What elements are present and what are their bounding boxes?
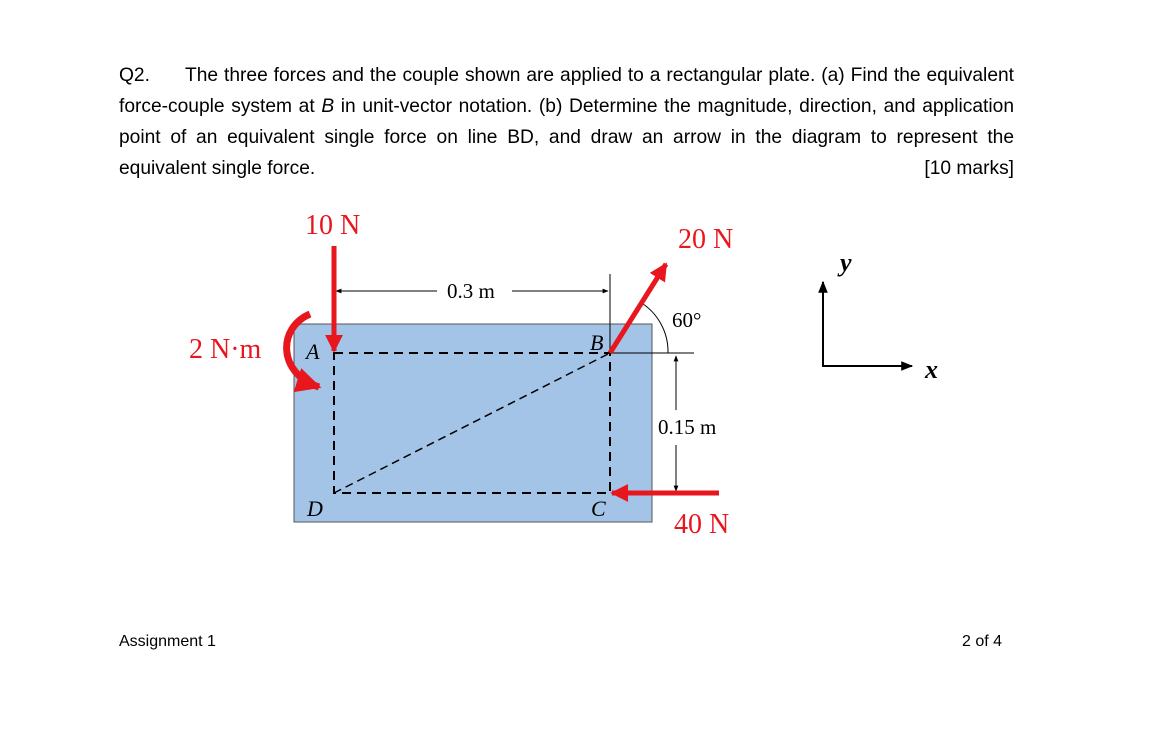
label-point-d: D xyxy=(307,496,323,521)
footer-assignment: Assignment 1 xyxy=(119,633,216,650)
footer-page-number: 2 of 4 xyxy=(962,633,1003,650)
label-couple: 2 N·m xyxy=(189,334,262,365)
label-height: 0.15 m xyxy=(658,415,717,439)
question-body-part2: in unit-vector notation. (b) Determine the magnitude, direction, and application point of an equivalent single force on line BD, and draw an arrow in the diagram to represent the equivalent single force. xyxy=(119,96,1014,179)
label-width: 0.3 m xyxy=(447,279,495,303)
label-20n: 20 N xyxy=(678,224,734,255)
label-axis-y: y xyxy=(840,248,852,277)
label-10n: 10 N xyxy=(305,210,361,241)
label-point-b: B xyxy=(590,330,604,355)
question-point-b: B xyxy=(321,96,335,117)
label-point-c: C xyxy=(591,496,606,521)
label-point-a: A xyxy=(306,339,320,364)
label-axis-x: x xyxy=(925,355,938,384)
marks: [10 marks] xyxy=(924,158,1014,179)
label-angle: 60° xyxy=(672,308,702,332)
question-body-part1: The three forces and the couple shown are applied to a rectangular plate. (a) Find the equivalent force-couple system at xyxy=(119,65,1014,117)
question-number: Q2. xyxy=(119,65,150,86)
label-40n: 40 N xyxy=(674,509,730,540)
